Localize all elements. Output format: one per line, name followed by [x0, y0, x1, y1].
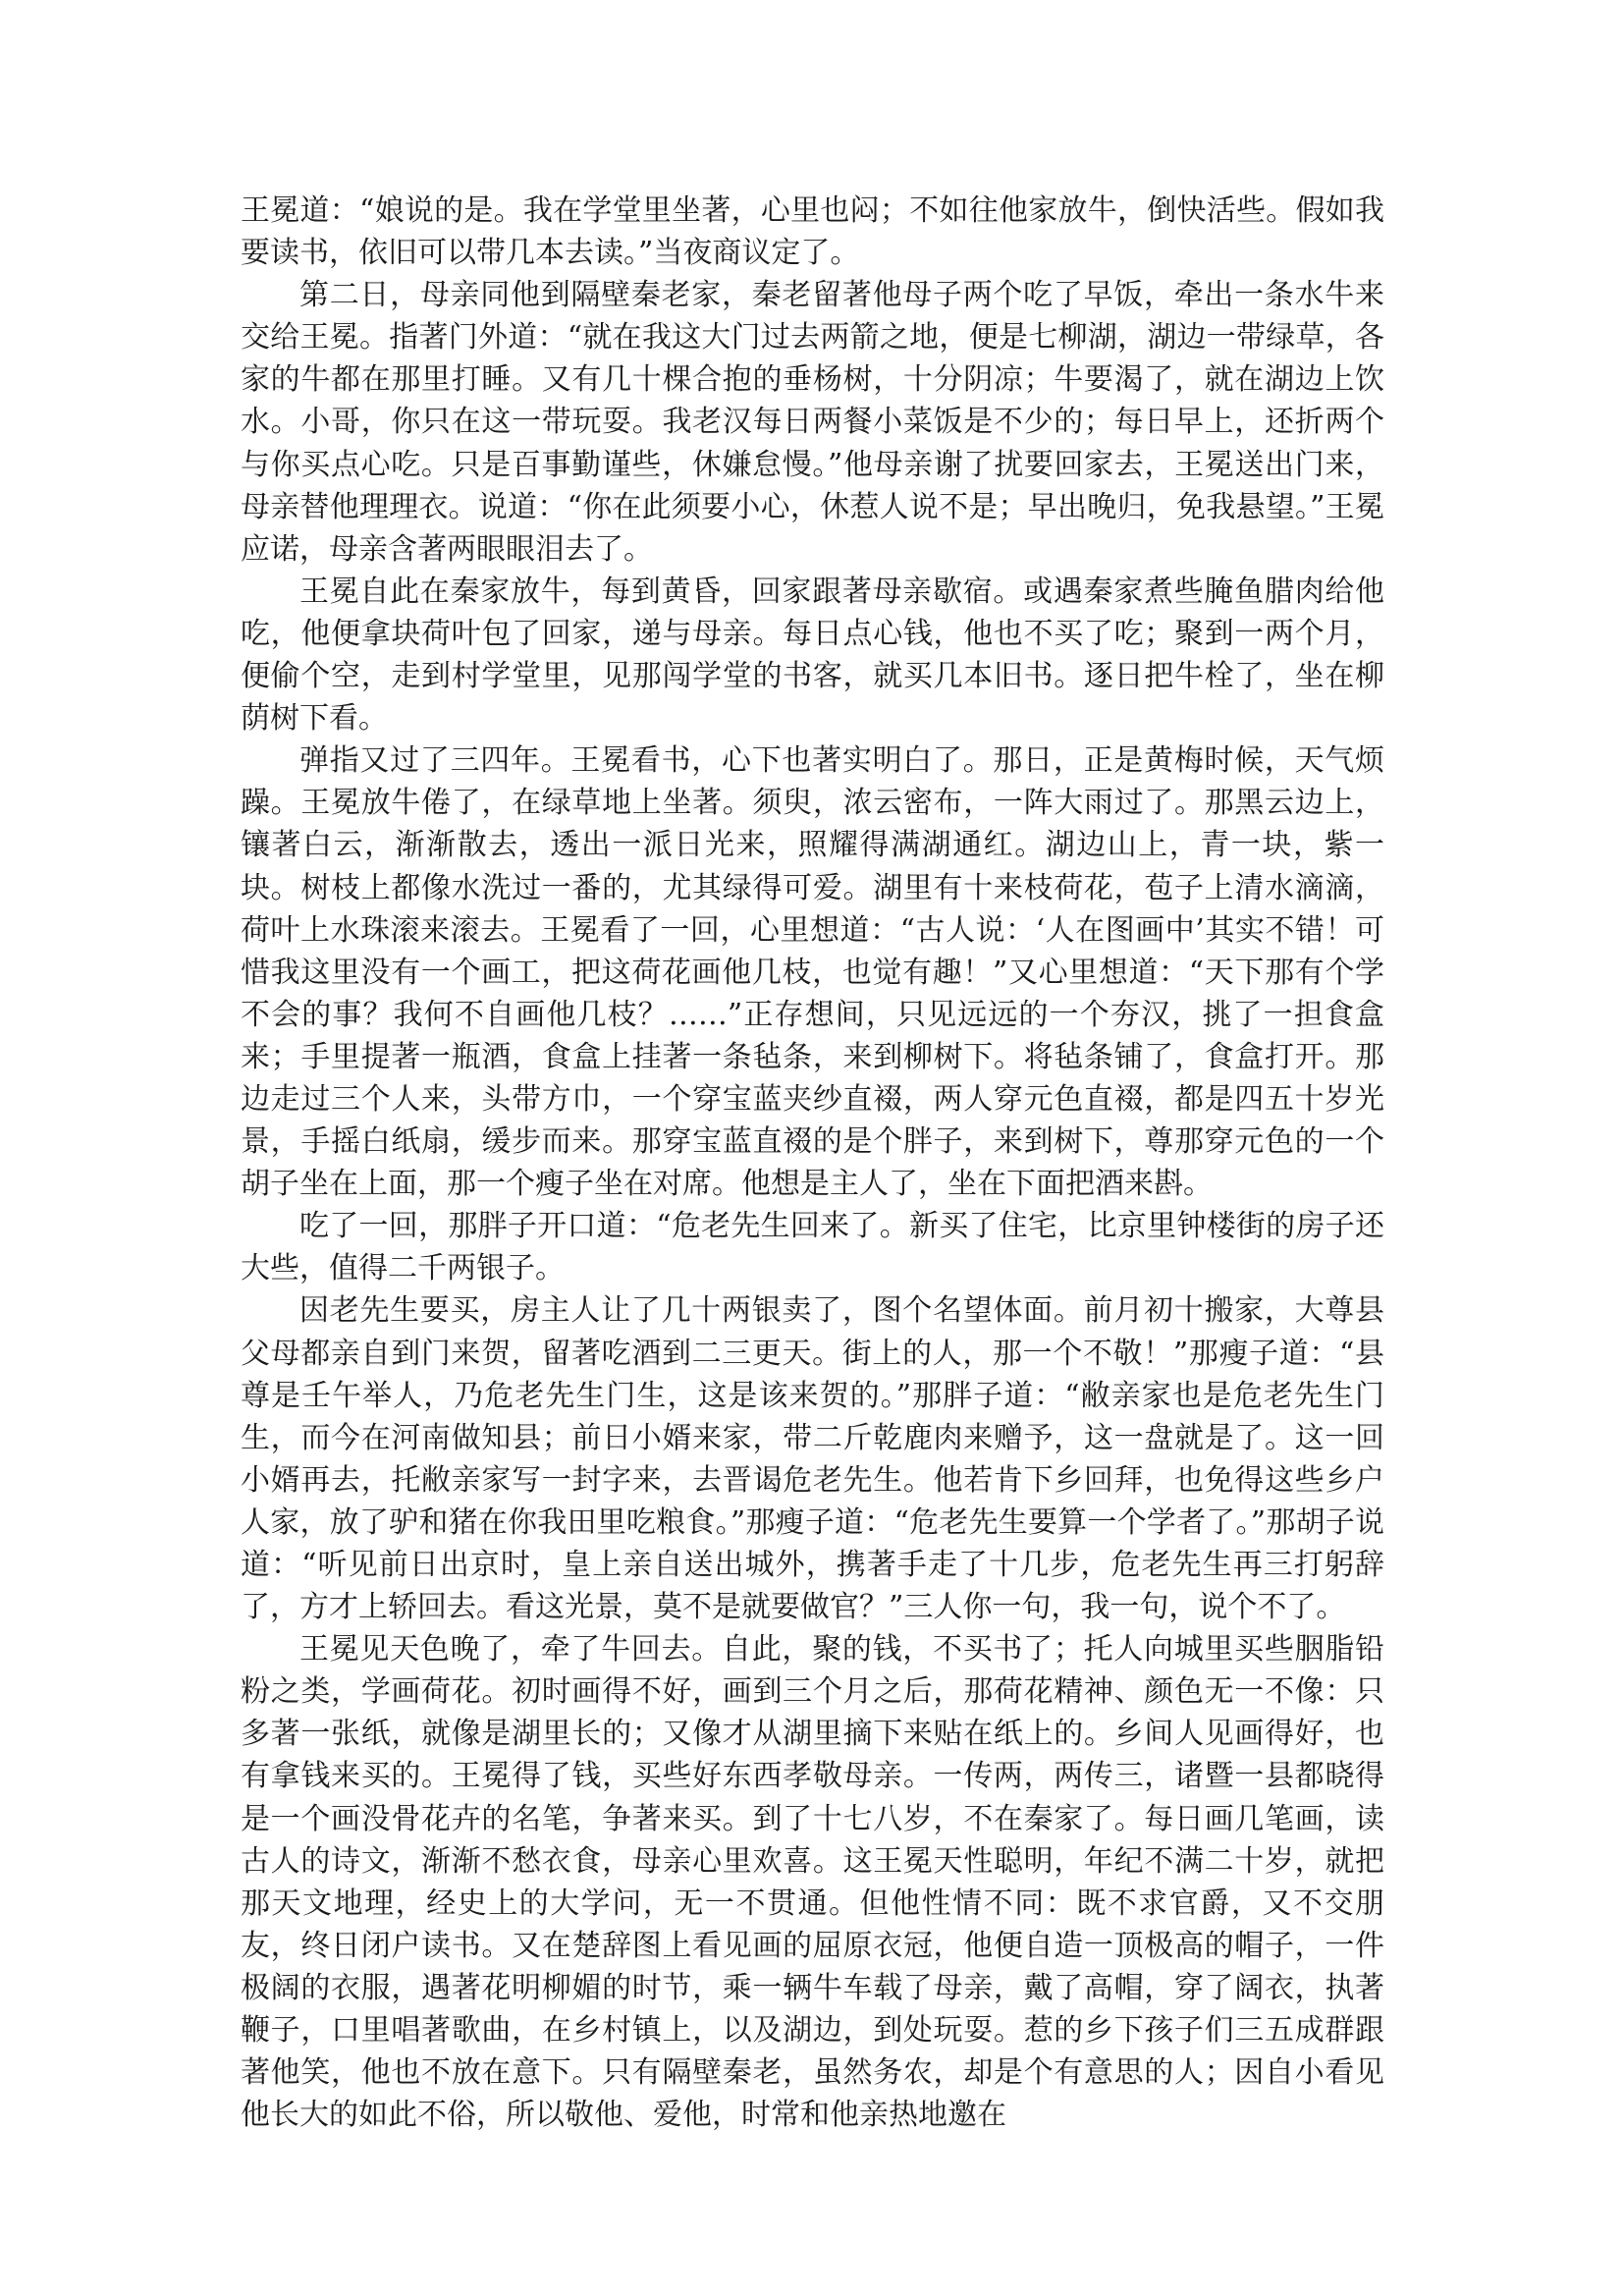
paragraph-2: 第二日，母亲同他到隔壁秦老家，秦老留著他母子两个吃了早饭，牵出一条水牛来交给王冕。指著门外道：“就在我这大门过去两箭之地，便是七柳湖，湖边一带绿草，各家的牛都在那里打睡。又有几十棵合抱的垂杨树，十分阴凉；牛要渴了，就在湖边上饮水。小哥，你只在这一带玩耍。我老汉每日两餐小菜饭是不少的；每日早上，还折两个与你买点心吃。只是百事勤谨些，休嫌怠慢。”他母亲谢了扰要回家去，王冕送出门来，母亲替他理理衣。说道：“你在此须要小心，休惹人说不是；早出晚归，免我悬望。”王冕应诺，母亲含著两眼眼泪去了。 — [241, 278, 1384, 567]
paragraph-5: 吃了一回，那胖子开口道：“危老先生回来了。新买了住宅，比京里钟楼街的房子还大些，值得二千两银子。 — [241, 1209, 1384, 1286]
paragraph-6: 因老先生要买，房主人让了几十两银卖了，图个名望体面。前月初十搬家，大尊县父母都亲自到门来贺，留著吃酒到二三更天。街上的人，那一个不敬！”那瘦子道：“县尊是壬午举人，乃危老先生门生，这是该来贺的。”那胖子道：“敝亲家也是危老先生门生，而今在河南做知县；前日小婿来家，带二斤乾鹿肉来赠予，这一盘就是了。这一回小婿再去，托敝亲家写一封字来，去晋谒危老先生。他若肯下乡回拜，也免得这些乡户人家，放了驴和猪在你我田里吃粮食。”那瘦子道：“危老先生要算一个学者了。”那胡子说道：“听见前日出京时，皇上亲自送出城外，携著手走了十几步，危老先生再三打躬辞了，方才上轿回去。看这光景，莫不是就要做官？”三人你一句，我一句，说个不了。 — [241, 1293, 1384, 1625]
paragraph-3: 王冕自此在秦家放牛，每到黄昏，回家跟著母亲歇宿。或遇秦家煮些腌鱼腊肉给他吃，他便拿块荷叶包了回家，递与母亲。每日点心钱，他也不买了吃；聚到一两个月，便偷个空，走到村学堂里，见那闯学堂的书客，就买几本旧书。逐日把牛栓了，坐在柳荫树下看。 — [241, 574, 1384, 737]
paragraph-7: 王冕见天色晚了，牵了牛回去。自此，聚的钱，不买书了；托人向城里买些胭脂铅粉之类，学画荷花。初时画得不好，画到三个月之后，那荷花精神、颜色无一不像：只多著一张纸，就像是湖里长的；又像才从湖里摘下来贴在纸上的。乡间人见画得好，也有拿钱来买的。王冕得了钱，买些好东西孝敬母亲。一传两，两传三，诸暨一县都晓得是一个画没骨花卉的名笔，争著来买。到了十七八岁，不在秦家了。每日画几笔画，读古人的诗文，渐渐不愁衣食，母亲心里欢喜。这王冕天性聪明，年纪不满二十岁，就把那天文地理，经史上的大学问，无一不贯通。但他性情不同：既不求官爵，又不交朋友，终日闭户读书。又在楚辞图上看见画的屈原衣冠，他便自造一顶极高的帽子，一件极阔的衣服，遇著花明柳媚的时节，乘一辆牛车载了母亲，戴了高帽，穿了阔衣，执著鞭子，口里唱著歌曲，在乡村镇上，以及湖边，到处玩耍。惹的乡下孩子们三五成群跟著他笑，他也不放在意下。只有隔壁秦老，虽然务农，却是个有意思的人；因自小看见他长大的如此不俗，所以敬他、爱他，时常和他亲热地邀在 — [241, 1632, 1384, 2133]
document-body — [241, 190, 1384, 2136]
paragraph-1: 王冕道：“娘说的是。我在学堂里坐著，心里也闷；不如往他家放牛，倒快活些。假如我要读书，依旧可以带几本去读。”当夜商议定了。 — [241, 193, 1384, 271]
paragraph-4: 弹指又过了三四年。王冕看书，心下也著实明白了。那日，正是黄梅时候，天气烦躁。王冕放牛倦了，在绿草地上坐著。须臾，浓云密布，一阵大雨过了。那黑云边上，镶著白云，渐渐散去，透出一派日光来，照耀得满湖通红。湖边山上，青一块，紫一块。树枝上都像水洗过一番的，尤其绿得可爱。湖里有十来枝荷花，苞子上清水滴滴，荷叶上水珠滚来滚去。王冕看了一回，心里想道：“古人说：‘人在图画中’其实不错！可惜我这里没有一个画工，把这荷花画他几枝，也觉有趣！”又心里想道：“天下那有个学不会的事？我何不自画他几枝？……”正存想间，只见远远的一个夯汉，挑了一担食盒来；手里提著一瓶酒，食盒上挂著一条毡条，来到柳树下。将毡条铺了，食盒打开。那边走过三个人来，头带方巾，一个穿宝蓝夹纱直裰，两人穿元色直裰，都是四五十岁光景，手摇白纸扇，缓步而来。那穿宝蓝直裰的是个胖子，来到树下，尊那穿元色的一个胡子坐在上面，那一个瘦子坐在对席。他想是主人了，坐在下面把酒来斟。 — [241, 743, 1384, 1202]
